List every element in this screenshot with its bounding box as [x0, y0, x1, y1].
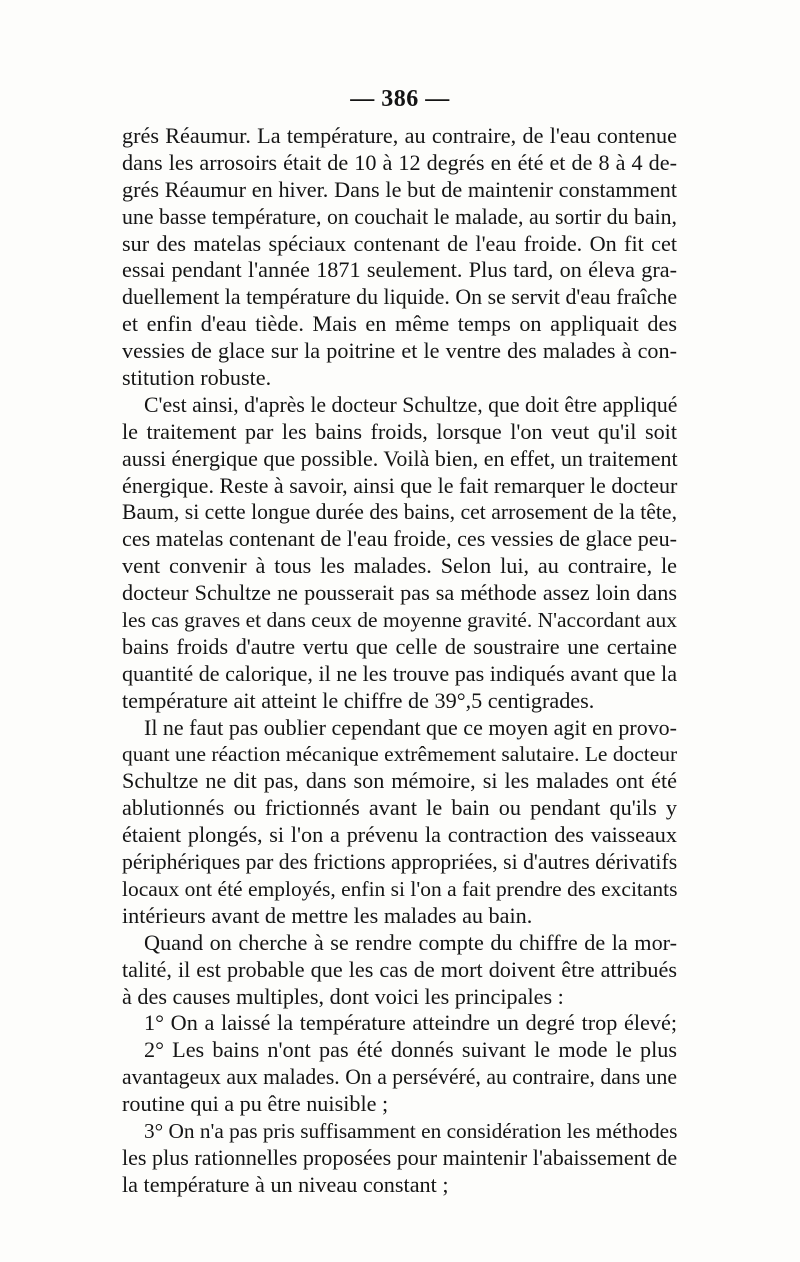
text-line: température ait atteint le chiffre de 39°,5 centigrades.: [122, 687, 595, 713]
text-line: Baum, si cette longue durée des bains, cet arrosement de la tête,: [122, 500, 677, 525]
text-line: 1° On a laissé la température atteindre un degré trop élevé;: [144, 1010, 677, 1036]
text-line: le traitement par les bains froids, lorsque l'on veut qu'il soit: [122, 418, 677, 444]
text-line: docteur Schultze ne pousserait pas sa méthode assez loin dans: [122, 580, 677, 606]
text-line: et enfin d'eau tiède. Mais en même temps on appliquait des: [122, 311, 677, 337]
text-line: essai pendant l'année 1871 seulement. Plus tard, on éleva gra-: [122, 257, 677, 283]
text-line: talité, il est probable que les cas de mort doivent être attribués: [122, 956, 677, 982]
text-line: Quand on cherche à se rendre compte du chiffre de la mor-: [144, 929, 677, 955]
text-line: locaux ont été employés, enfin si l'on a fait prendre des excitants: [122, 876, 678, 901]
text-line: périphériques par des frictions appropriées, si d'autres dérivatifs: [122, 850, 678, 875]
text-line: bains froids d'autre vertu que celle de soustraire une certaine: [122, 633, 677, 659]
text-line: ablutionnés ou frictionnés avant le bain ou pendant qu'ils y: [122, 795, 677, 821]
text-line: à des causes multiples, dont voici les principales :: [122, 983, 564, 1009]
text-line: duellement la température du liquide. On se servit d'eau fraîche: [122, 284, 678, 310]
text-line: routine qui a pu être nuisible ;: [122, 1091, 389, 1117]
text-line: stitution robuste.: [122, 365, 272, 391]
text-line: vent convenir à tous les malades. Selon lui, au contraire, le: [122, 553, 677, 579]
text-line: grés Réaumur. La température, au contraire, de l'eau contenue: [122, 123, 677, 148]
page-number: — 386 —: [350, 86, 450, 112]
text-line: les cas graves et dans ceux de moyenne gravité. N'accordant aux: [122, 608, 677, 633]
text-line: avantageux aux malades. On a persévéré, au contraire, dans une: [122, 1065, 677, 1090]
text-line: Schultze ne dit pas, dans son mémoire, si les malades ont été: [122, 768, 677, 794]
text-line: 3° On n'a pas pris suffisamment en considération les méthodes: [144, 1118, 678, 1143]
text-line: Il ne faut pas oublier cependant que ce moyen agit en provo-: [144, 714, 677, 740]
text-line: ces matelas contenant de l'eau froide, ces vessies de glace peu-: [122, 526, 677, 552]
text-line: vessies de glace sur la poitrine et le ventre des malades à con-: [122, 338, 677, 364]
text-line: dans les arrosoirs était de 10 à 12 degrés en été et de 8 à 4 de-: [122, 149, 677, 175]
text-line: quant une réaction mécanique extrêmement salutaire. Le docteur: [122, 742, 678, 767]
text-line: énergique. Reste à savoir, ainsi que le fait remarquer le docteur: [122, 472, 678, 498]
text-line: grés Réaumur en hiver. Dans le but de maintenir constamment: [122, 176, 677, 202]
body-text: [122, 123, 677, 1199]
text-line: quantité de calorique, il ne les trouve pas indiqués avant que la: [122, 660, 678, 686]
text-line: intérieurs avant de mettre les malades au bain.: [122, 902, 533, 928]
text-line: une basse température, on couchait le malade, au sortir du bain,: [122, 204, 677, 229]
text-line: la température à un niveau constant ;: [122, 1171, 449, 1197]
text-line: aussi énergique que possible. Voilà bien, en effet, un traitement: [122, 445, 678, 471]
text-line: C'est ainsi, d'après le docteur Schultze, que doit être appliqué: [144, 392, 678, 417]
text-line: sur des matelas spéciaux contenant de l'eau froide. On fit cet: [122, 230, 677, 256]
text-line: étaient plongés, si l'on a prévenu la contraction des vaisseaux: [122, 822, 677, 848]
text-line: les plus rationnelles proposées pour maintenir l'abaissement de: [122, 1144, 678, 1170]
text-line: 2° Les bains n'ont pas été donnés suivant le mode le plus: [144, 1037, 677, 1063]
